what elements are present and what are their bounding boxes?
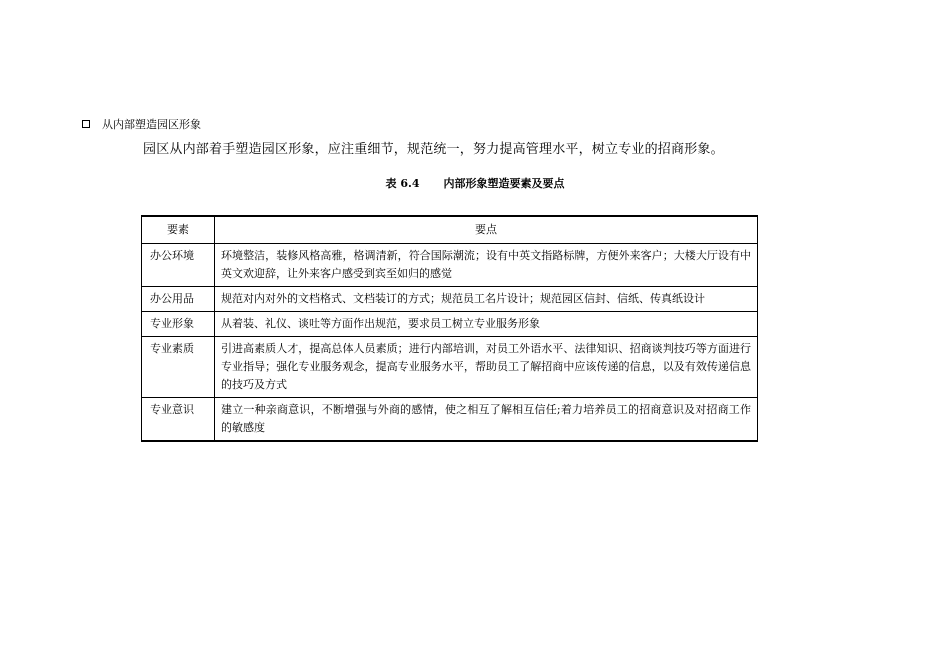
intro-paragraph: 园区从内部着手塑造园区形象，应注重细节，规范统一，努力提高管理水平，树立专业的招商形象。 <box>143 142 724 157</box>
row-element-cell: 专业形象 <box>142 312 215 337</box>
table-caption-number: 表 6.4 <box>385 177 420 190</box>
bullet-heading-text: 从内部塑造园区形象 <box>102 118 201 131</box>
table-header-row <box>142 216 758 244</box>
table-row <box>142 398 758 442</box>
row-element-cell: 专业素质 <box>142 337 215 398</box>
row-points-cell: 规范对内对外的文档格式、文档装订的方式；规范员工名片设计；规范园区信封、信纸、传真纸设计 <box>215 287 758 312</box>
section-bullet-heading <box>82 116 201 132</box>
row-points-cell: 引进高素质人才，提高总体人员素质；进行内部培训，对员工外语水平、法律知识、招商谈判技巧等方面进行专业指导；强化专业服务观念，提高专业服务水平，帮助员工了解招商中应该传递的信息，以及有效传递信息的技巧及方式 <box>215 337 758 398</box>
row-points-cell: 从着装、礼仪、谈吐等方面作出规范，要求员工树立专业服务形象 <box>215 312 758 337</box>
row-element-cell: 办公环境 <box>142 244 215 287</box>
table-row <box>142 337 758 398</box>
table-row <box>142 312 758 337</box>
table-caption <box>0 175 950 191</box>
table-row <box>142 244 758 287</box>
header-element: 要素 <box>142 216 215 244</box>
image-elements-table <box>141 215 758 442</box>
table-caption-title: 内部形象塑造要素及要点 <box>443 177 565 190</box>
square-bullet-icon <box>82 120 90 128</box>
table-row <box>142 287 758 312</box>
header-points: 要点 <box>215 216 758 244</box>
row-points-cell: 环境整洁，装修风格高雅，格调清新，符合国际潮流；设有中英文指路标牌，方便外来客户；大楼大厅设有中英文欢迎辞，让外来客户感受到宾至如归的感觉 <box>215 244 758 287</box>
row-element-cell: 办公用品 <box>142 287 215 312</box>
row-element-cell: 专业意识 <box>142 398 215 442</box>
row-points-cell: 建立一种亲商意识，不断增强与外商的感情，使之相互了解相互信任;着力培养员工的招商意识及对招商工作的敏感度 <box>215 398 758 442</box>
